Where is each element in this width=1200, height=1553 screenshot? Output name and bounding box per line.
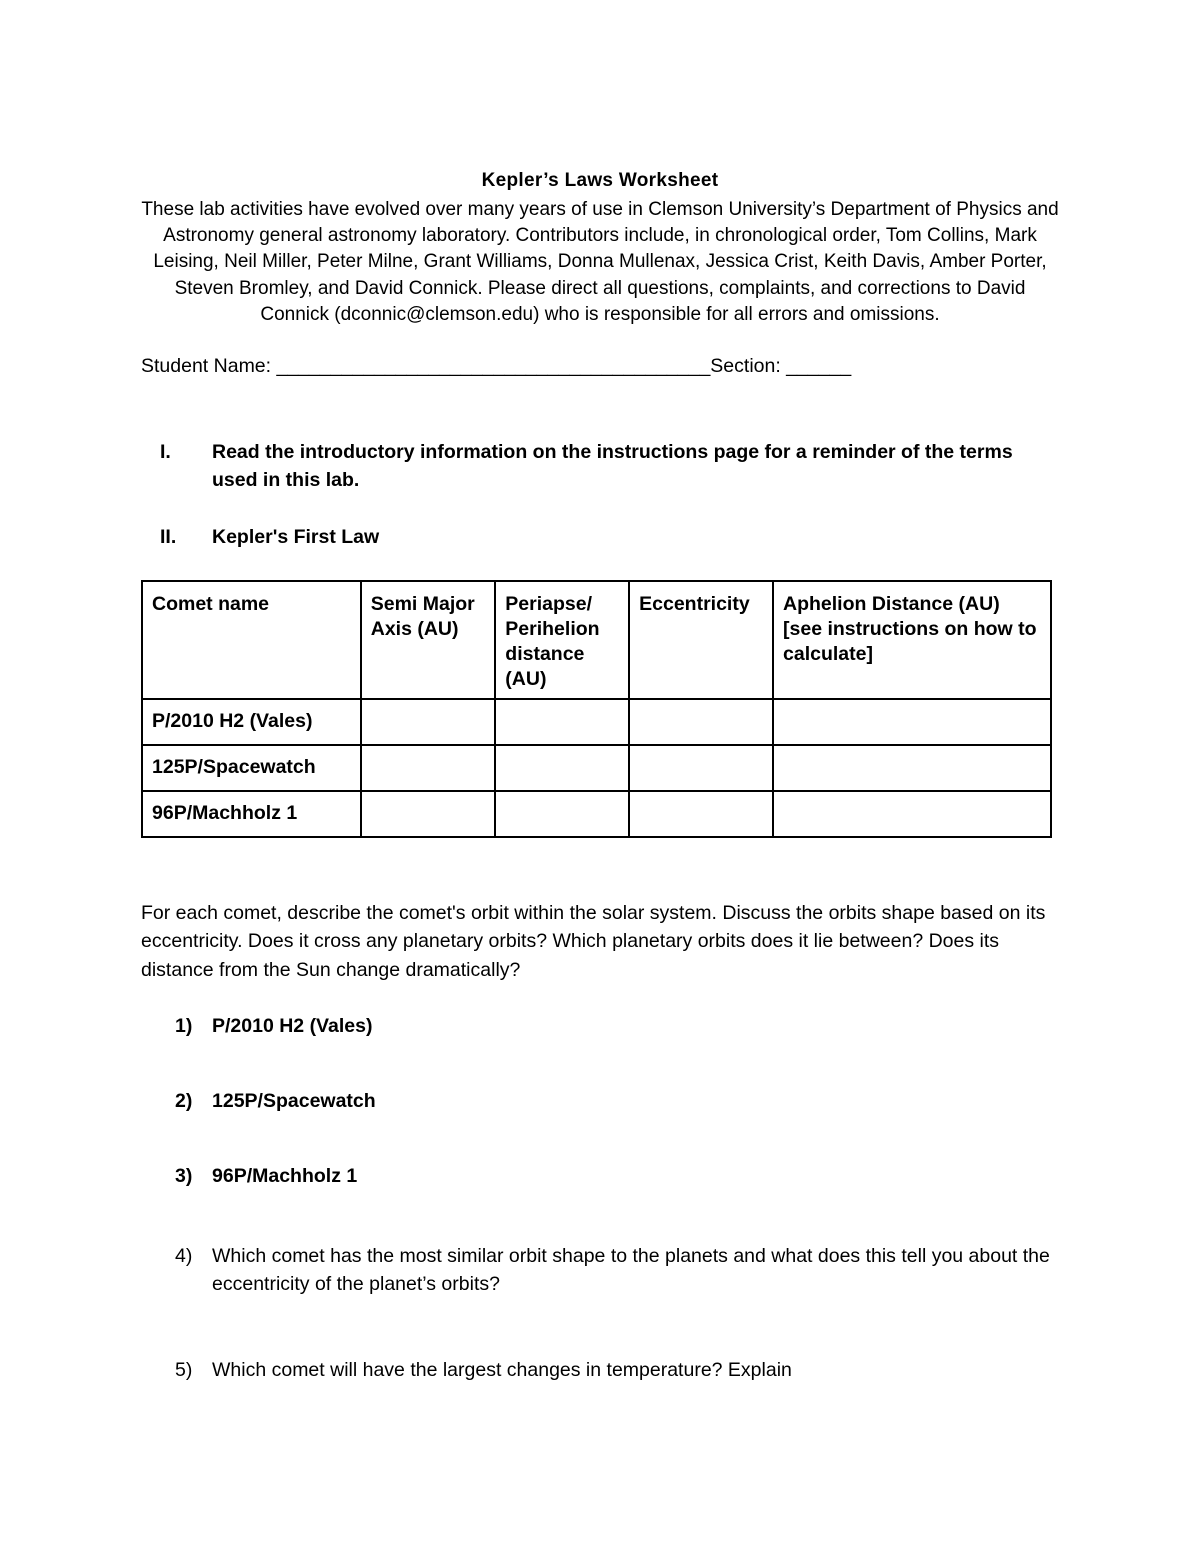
cell-perihelion-distance[interactable] xyxy=(495,699,629,745)
comet-table xyxy=(141,580,1052,838)
header-aphelion-distance: Aphelion Distance (AU) [see instructions on how to calculate] xyxy=(773,581,1051,699)
section-text: Read the introductory information on the instructions page for a reminder of the terms used in this lab. xyxy=(212,441,1013,491)
question-text: 125P/Spacewatch xyxy=(212,1090,376,1112)
cell-semi-major-axis[interactable] xyxy=(361,791,496,837)
cell-comet-name: 125P/Spacewatch xyxy=(142,745,361,791)
question-number: 2) xyxy=(175,1090,193,1112)
credits-paragraph: These lab activities have evolved over many years of use in Clemson University’s Department of Physics and Astronomy general astronomy laboratory. Contributors include, in chronological order, Tom Collins, Mark Leising, Neil Miller, Peter Milne, Grant Williams, Donna Mullenax, Jessica Crist, Keith Davis, Amber Porter, Steven Bromley, and David Connick. Please direct all questions, complaints, and corrections to David Connick (dconnic@clemson.edu) who is responsible for all errors and omissions. xyxy=(141,199,1059,325)
header-eccentricity: Eccentricity xyxy=(629,581,773,699)
section-number: I. xyxy=(160,441,171,463)
section-field[interactable]: Section: ______ xyxy=(710,355,852,377)
cell-semi-major-axis[interactable] xyxy=(361,745,496,791)
table-header-row xyxy=(142,581,1051,699)
question-number: 4) xyxy=(175,1245,193,1267)
cell-perihelion-distance[interactable] xyxy=(495,745,629,791)
student-name-field[interactable]: Student Name: ________________________________________ xyxy=(141,355,711,377)
question-text: Which comet will have the largest changes in temperature? Explain xyxy=(212,1359,792,1381)
table-row xyxy=(142,791,1051,837)
cell-eccentricity[interactable] xyxy=(629,791,773,837)
header-semi-major-axis: Semi Major Axis (AU) xyxy=(361,581,496,699)
cell-aphelion-distance[interactable] xyxy=(773,745,1051,791)
section-text: Kepler's First Law xyxy=(212,526,380,548)
question-text: 96P/Machholz 1 xyxy=(212,1165,358,1187)
question-number: 1) xyxy=(175,1015,193,1037)
section-number: II. xyxy=(160,526,177,548)
header-comet-name: Comet name xyxy=(142,581,361,699)
cell-semi-major-axis[interactable] xyxy=(361,699,496,745)
question-text: P/2010 H2 (Vales) xyxy=(212,1015,373,1037)
orbit-prompt: For each comet, describe the comet's orbit within the solar system. Discuss the orbits shape based on its eccentricity. Does it cross any planetary orbits? Which planetary orbits does it lie between? Does its distance from the Sun change dramatically? xyxy=(141,902,1046,981)
question-text: Which comet has the most similar orbit shape to the planets and what does this tell you about the eccentricity of the planet’s orbits? xyxy=(212,1245,1050,1296)
cell-eccentricity[interactable] xyxy=(629,699,773,745)
cell-perihelion-distance[interactable] xyxy=(495,791,629,837)
cell-aphelion-distance[interactable] xyxy=(773,699,1051,745)
cell-aphelion-distance[interactable] xyxy=(773,791,1051,837)
cell-comet-name: 96P/Machholz 1 xyxy=(142,791,361,837)
cell-eccentricity[interactable] xyxy=(629,745,773,791)
cell-comet-name: P/2010 H2 (Vales) xyxy=(142,699,361,745)
question-number: 5) xyxy=(175,1359,193,1381)
table-row xyxy=(142,699,1051,745)
header-perihelion-distance: Periapse/ Perihelion distance (AU) xyxy=(495,581,629,699)
page-title: Kepler’s Laws Worksheet xyxy=(481,170,719,191)
student-info-line xyxy=(141,355,851,378)
table-row xyxy=(142,745,1051,791)
question-number: 3) xyxy=(175,1165,193,1187)
